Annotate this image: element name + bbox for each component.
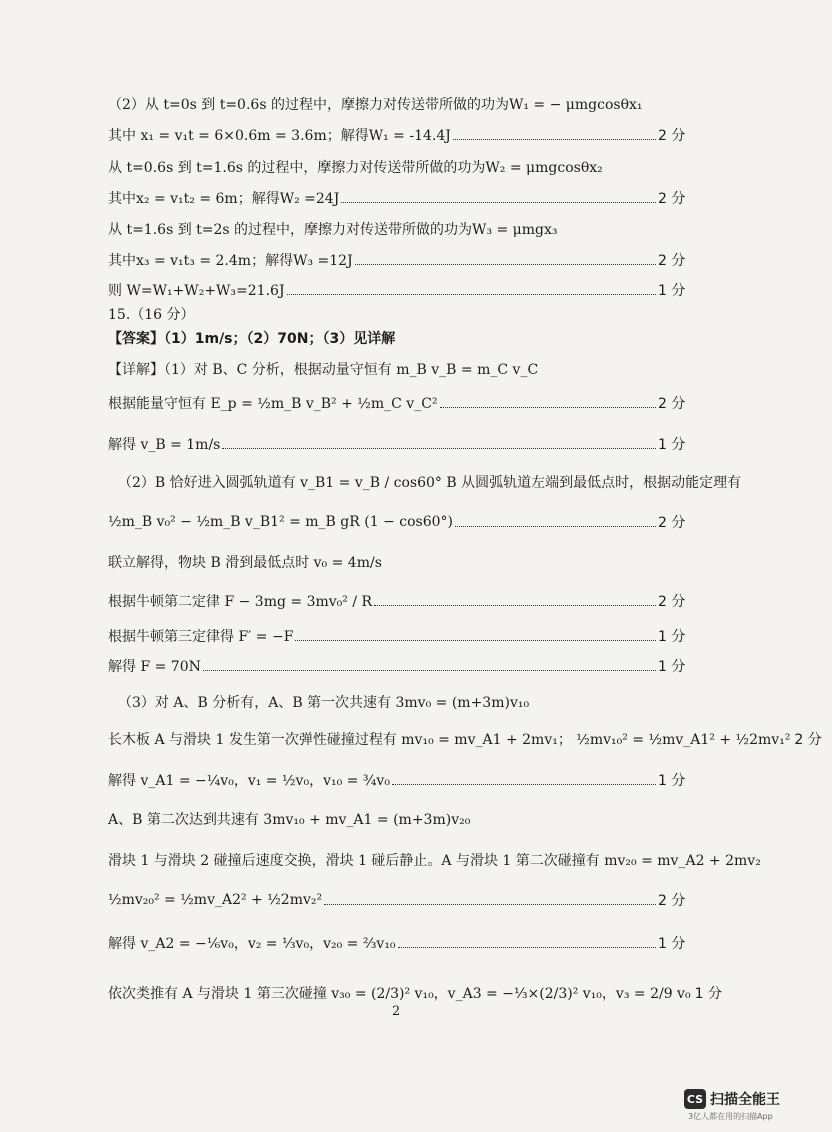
- score-label: 2 分: [658, 893, 686, 909]
- answer-text: 根据牛顿第三定律得 F′ = −F: [108, 629, 294, 645]
- answer-text: 则 W=W₁+W₂+W₃=21.6J: [108, 283, 285, 299]
- answer-text: 解得 v_A1 = −¼v₀，v₁ = ½v₀，v₁₀ = ¾v₀: [108, 773, 390, 789]
- score-label: 2 分: [658, 191, 686, 207]
- answer-text: 其中x₃ = v₁t₃ = 2.4m；解得W₃ =12J: [108, 253, 353, 269]
- leader-dots: [455, 526, 656, 527]
- leader-dots: [295, 640, 656, 641]
- leader-dots: [398, 947, 656, 948]
- leader-dots: [392, 784, 656, 785]
- answer-line: [0, 809, 800, 829]
- score-label: 1 分: [658, 437, 686, 453]
- answer-text: 解得 F = 70N: [108, 659, 201, 675]
- answer-text: 其中x₂ = v₁t₂ = 6m；解得W₂ =24J: [108, 191, 340, 207]
- answer-text: 【答案】（1）1m/s；（2）70N；（3）见详解: [108, 331, 396, 347]
- answer-text: （2）从 t=0s 到 t=0.6s 的过程中，摩擦力对传送带所做的功为W₁ = − μmgcosθx₁: [108, 97, 643, 113]
- score-label: 1 分: [658, 629, 686, 645]
- answer-line: [0, 94, 800, 114]
- score-label: 2 分: [658, 253, 686, 269]
- answer-text: 解得 v_B = 1m/s: [108, 437, 221, 453]
- answer-line: [0, 850, 800, 870]
- answer-text: （2）B 恰好进入圆弧轨道有 v_B1 = v_B / cos60° B 从圆弧轨道左端到最低点时，根据动能定理有: [118, 475, 742, 491]
- answer-text: A、B 第二次达到共速有 3mv₁₀ + mv_A1 = (m+3m)v₂₀: [108, 812, 471, 828]
- score-label: 2 分: [794, 732, 822, 748]
- answer-line: [0, 359, 800, 379]
- leader-dots: [355, 264, 656, 265]
- leader-dots: [324, 904, 656, 905]
- leader-dots: [203, 670, 656, 671]
- answer-line: [0, 890, 800, 910]
- camscanner-watermark: [684, 1087, 796, 1127]
- answer-line: [0, 393, 800, 413]
- camscanner-logo-icon: CS: [684, 1089, 706, 1109]
- answer-line: [0, 304, 800, 324]
- leader-dots: [440, 407, 656, 408]
- answer-text: 根据牛顿第二定律 F − 3mg = 3mv₀² / R: [108, 594, 373, 610]
- score-label: 2 分: [658, 396, 686, 412]
- answer-text: 【详解】（1）对 B、C 分析，根据动量守恒有 m_B v_B = m_C v_C: [108, 362, 539, 378]
- answer-line: [0, 328, 800, 348]
- answer-line: [0, 188, 800, 208]
- answer-text: （3）对 A、B 分析有，A、B 第一次共速有 3mv₀ = (m+3m)v₁₀: [118, 695, 530, 711]
- answer-line: [0, 656, 800, 676]
- answer-text: 联立解得，物块 B 滑到最低点时 v₀ = 4m/s: [108, 555, 382, 571]
- score-label: 2 分: [658, 128, 686, 144]
- answer-line: [0, 125, 800, 145]
- answer-line: [0, 591, 800, 611]
- answer-line: [0, 692, 800, 712]
- leader-dots: [453, 139, 656, 140]
- answer-line: [0, 626, 800, 646]
- answer-text: 从 t=1.6s 到 t=2s 的过程中，摩擦力对传送带所做的功为W₃ = μmgx₃: [108, 222, 558, 238]
- answer-text: 从 t=0.6s 到 t=1.6s 的过程中，摩擦力对传送带所做的功为W₂ = μmgcosθx₂: [108, 160, 603, 176]
- score-label: 1 分: [658, 773, 686, 789]
- score-label: 1 分: [658, 936, 686, 952]
- score-label: 1 分: [658, 283, 686, 299]
- answer-line: [0, 770, 800, 790]
- answer-line: [0, 472, 800, 492]
- answer-text: 解得 v_A2 = −⅙v₀，v₂ = ⅓v₀，v₂₀ = ⅔v₁₀: [108, 936, 396, 952]
- leader-dots: [287, 294, 656, 295]
- answer-text: 其中 x₁ = v₁t = 6×0.6m = 3.6m；解得W₁ = -14.4J: [108, 128, 451, 144]
- answer-text: ½m_B v₀² − ½m_B v_B1² = m_B gR (1 − cos60°): [108, 514, 453, 530]
- answer-line: [0, 219, 800, 239]
- answer-text: 根据能量守恒有 E_p = ½m_B v_B² + ½m_C v_C²: [108, 396, 438, 412]
- answer-line: [0, 512, 800, 532]
- answer-text: ½mv₂₀² = ½mv_A2² + ½2mv₂²: [108, 892, 323, 908]
- score-label: 2 分: [658, 594, 686, 610]
- answer-line: [0, 729, 822, 749]
- answer-line: [0, 250, 800, 270]
- score-label: 1 分: [694, 986, 722, 1002]
- answer-text: 长木板 A 与滑块 1 发生第一次弹性碰撞过程有 mv₁₀ = mv_A1 + 2mv₁； ½mv₁₀² = ½mv_A1² + ½2mv₁²: [108, 732, 791, 748]
- leader-dots: [222, 448, 656, 449]
- leader-dots: [341, 202, 656, 203]
- camscanner-name: 扫描全能王: [710, 1092, 780, 1108]
- answer-line: [0, 983, 800, 1003]
- answer-text: 15.（16 分）: [108, 307, 195, 323]
- answer-line: [0, 552, 800, 572]
- answer-text: 滑块 1 与滑块 2 碰撞后速度交换，滑块 1 碰后静止。A 与滑块 1 第二次碰撞有 mv₂₀ = mv_A2 + 2mv₂: [108, 853, 761, 869]
- answer-text: 依次类推有 A 与滑块 1 第三次碰撞 v₃₀ = (2/3)² v₁₀，v_A3 = −⅓×(2/3)² v₁₀，v₃ = 2/9 v₀: [108, 986, 691, 1002]
- camscanner-tagline: 3亿人都在用的扫描App: [688, 1112, 773, 1121]
- score-label: 2 分: [658, 515, 686, 531]
- answer-line: [0, 933, 800, 953]
- score-label: 1 分: [658, 659, 686, 675]
- answer-line: [0, 280, 800, 300]
- leader-dots: [374, 605, 656, 606]
- page-number: 2: [392, 1004, 401, 1019]
- answer-line: [0, 157, 800, 177]
- answer-line: [0, 434, 800, 454]
